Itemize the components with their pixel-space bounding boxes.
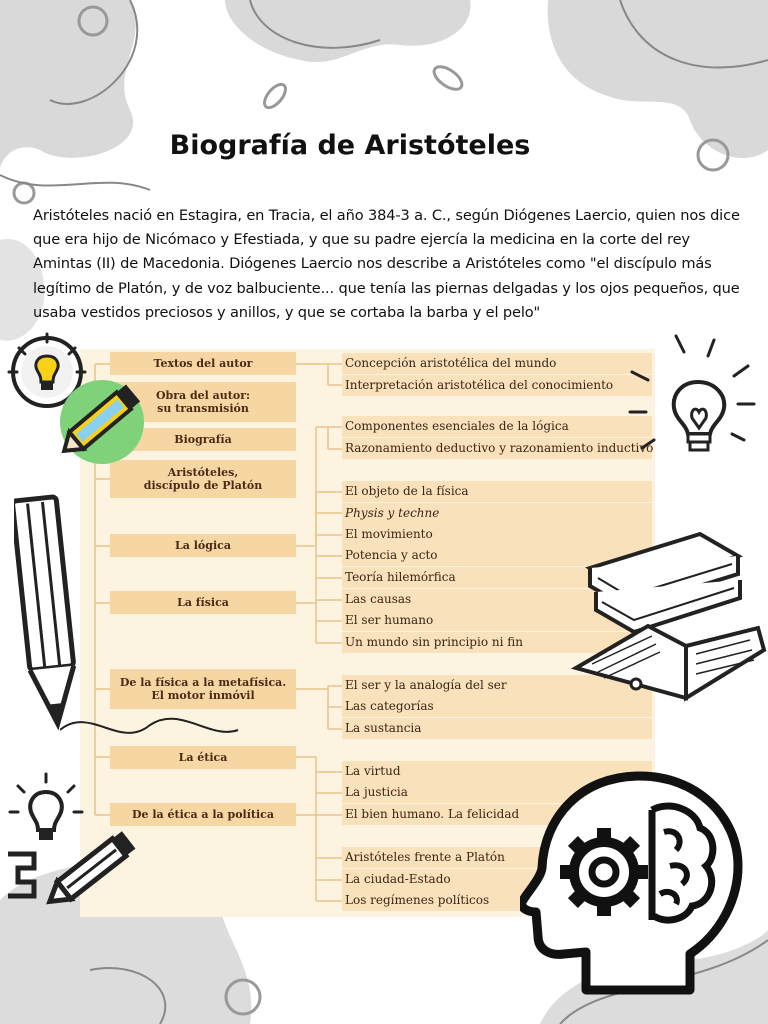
right-item: La justicia [342,782,652,803]
pencil-icon [50,374,150,469]
right-item: El bien humano. La felicidad [342,804,652,825]
right-item: El ser humano [342,610,652,631]
pencil-icon [14,492,84,732]
left-box-biografia: Biografía [110,428,296,451]
right-item: Razonamiento deductivo y razonamiento inductivo [342,438,652,459]
left-box-fisica: La física [110,591,296,614]
left-box-politica: De la ética a la política [110,803,296,826]
right-item: Teoría hilemórfica [342,567,652,588]
right-item: Aristóteles frente a Platón [342,847,652,868]
scribble-line [60,700,240,760]
left-box-metafisica: De la física a la metafísica. El motor inmóvil [110,669,296,709]
right-item: Potencia y acto [342,545,652,566]
right-item: La sustancia [342,718,652,739]
left-box-etica: La ética [110,746,296,769]
right-item: La ciudad-Estado [342,869,652,890]
right-item: El movimiento [342,524,652,545]
head-gear-brain-icon [520,770,745,1000]
left-box-obra: Obra del autor: su transmisión [110,382,296,422]
book-stack-icon [568,528,768,708]
right-item: Las causas [342,589,652,610]
left-box-logica: La lógica [110,534,296,557]
right-item: Interpretación aristotélica del conocimiento [342,375,652,396]
left-box-textos: Textos del autor [110,352,296,375]
right-item: Concepción aristotélica del mundo [342,353,652,374]
page-title: Biografía de Aristóteles [169,130,531,161]
intro-paragraph: Aristóteles nació en Estagira, en Tracia, el año 384-3 a. C., según Diógenes Laercio, quien nos dice que era hijo de Nicómaco y Efestiada, y que su padre ejercía la medicina en la corte del rey Amintas (II) de Macedonia. Diógenes Laercio nos describe a Aristóteles como "el discípulo más legítimo de Platón, y de voz balbuciente... que tenía las piernas delgadas y los ojos pequeños, que usaba vestidos preciosos y anillos, y que se cortaba la barba y el pelo" [33,207,740,321]
right-item: Los regímenes políticos [342,890,652,911]
right-item: Las categorías [342,696,652,717]
pencil-icon [4,822,149,907]
right-item: Componentes esenciales de la lógica [342,416,652,437]
lightbulb-icon [620,330,768,470]
left-box-discipulo: Aristóteles, discípulo de Platón [110,460,296,498]
right-item: La virtud [342,761,652,782]
right-item: El objeto de la física [342,481,652,502]
right-item: El ser y la analogía del ser [342,675,652,696]
right-item: Physis y techne [342,503,652,524]
right-item: Un mundo sin principio ni fin [342,632,652,653]
